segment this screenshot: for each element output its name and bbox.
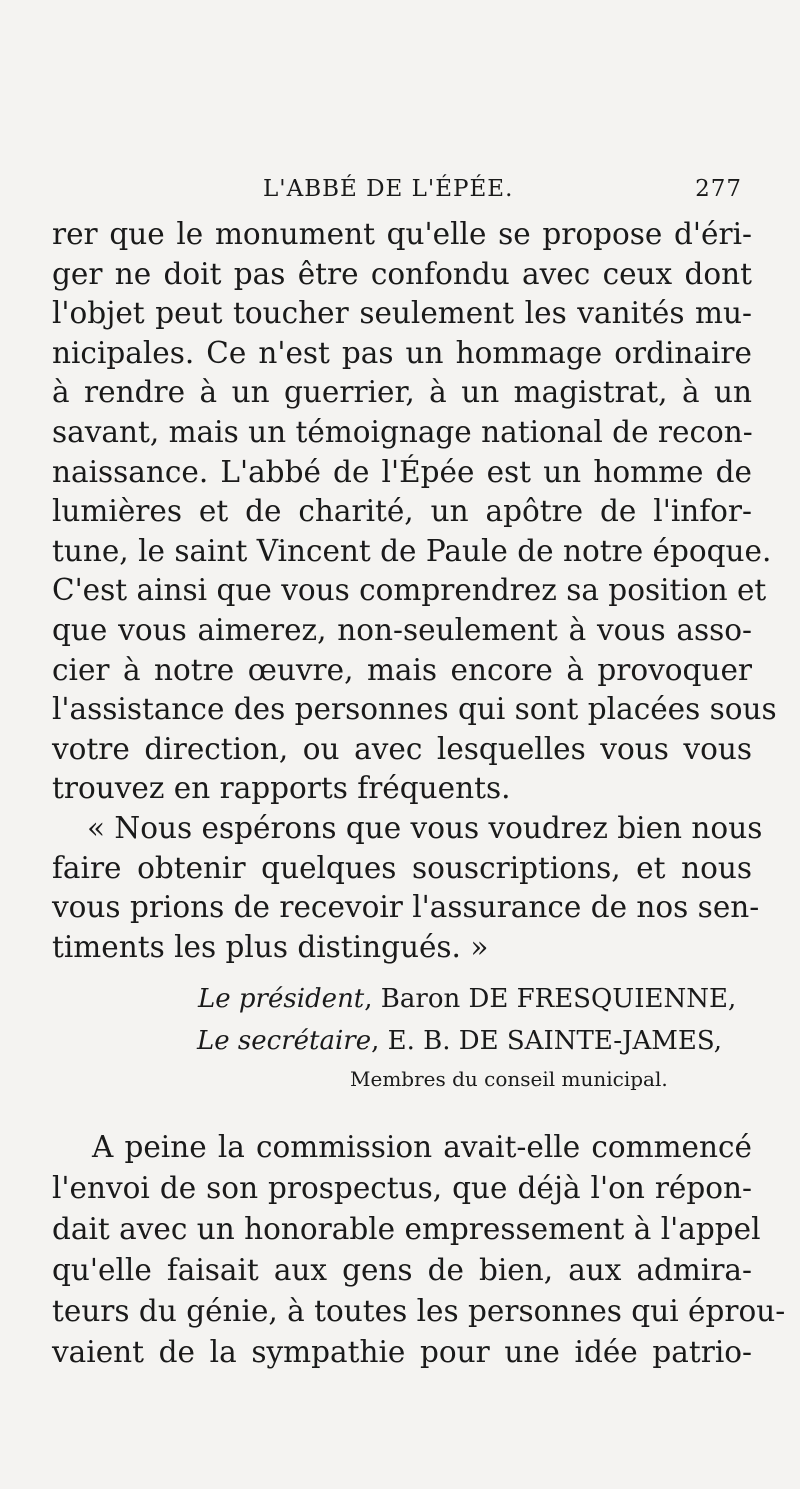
text-line: l'envoi de son prospectus, que déjà l'on répon- xyxy=(52,1171,752,1205)
text-line: cier à notre œuvre, mais encore à provoquer xyxy=(52,652,752,687)
signature-secretary xyxy=(197,1026,722,1056)
council-note: Membres du conseil municipal. xyxy=(350,1067,668,1091)
signature-name: , Baron DE FRESQUIENNE, xyxy=(364,984,737,1014)
signature-president xyxy=(198,984,736,1014)
text-line: naissance. L'abbé de l'Épée est un homme de xyxy=(52,454,752,489)
text-line: dait avec un honorable empressement à l'appel xyxy=(52,1212,761,1246)
signature-name: , E. B. DE SAINTE-JAMES, xyxy=(371,1026,723,1056)
text-line: faire obtenir quelques souscriptions, et nous xyxy=(52,850,752,885)
text-line: rer que le monument qu'elle se propose d'éri- xyxy=(52,217,752,251)
text-line: qu'elle faisait aux gens de bien, aux admira- xyxy=(52,1253,752,1287)
text-line: ger ne doit pas être confondu avec ceux dont xyxy=(52,256,752,291)
running-title: L'ABBÉ DE L'ÉPÉE. xyxy=(263,176,514,202)
text-line: l'objet peut toucher seulement les vanités mu- xyxy=(52,296,752,331)
text-line: l'assistance des personnes qui sont placées sous xyxy=(52,692,777,727)
text-line: à rendre à un guerrier, à un magistrat, à un xyxy=(52,375,752,410)
text-line: teurs du génie, à toutes les personnes qui éprou- xyxy=(52,1294,786,1328)
text-line: vaient de la sympathie pour une idée patrio- xyxy=(52,1335,752,1369)
text-line: lumières et de charité, un apôtre de l'infor- xyxy=(52,494,752,529)
text-line: C'est ainsi que vous comprendrez sa position et xyxy=(52,573,767,608)
page-number: 277 xyxy=(695,176,742,202)
running-head xyxy=(48,176,748,210)
text-line: savant, mais un témoignage national de recon- xyxy=(52,414,753,449)
text-line: A peine la commission avait-elle commencé xyxy=(92,1130,752,1164)
signature-role: Le président xyxy=(198,984,365,1014)
text-line: que vous aimerez, non-seulement à vous asso- xyxy=(52,612,752,647)
text-line: timents les plus distingués. » xyxy=(52,929,489,964)
text-line: nicipales. Ce n'est pas un hommage ordinaire xyxy=(52,335,752,370)
text-line: vous prions de recevoir l'assurance de nos sen- xyxy=(52,890,760,925)
signature-role: Le secrétaire xyxy=(197,1026,372,1056)
text-line: trouvez en rapports fréquents. xyxy=(52,771,511,806)
text-line: votre direction, ou avec lesquelles vous vous xyxy=(52,731,752,766)
main-text xyxy=(52,215,777,967)
text-line: « Nous espérons que vous voudrez bien nous xyxy=(87,810,763,845)
main-text-continued xyxy=(52,1127,786,1373)
text-line: tune, le saint Vincent de Paule de notre époque. xyxy=(52,533,772,568)
